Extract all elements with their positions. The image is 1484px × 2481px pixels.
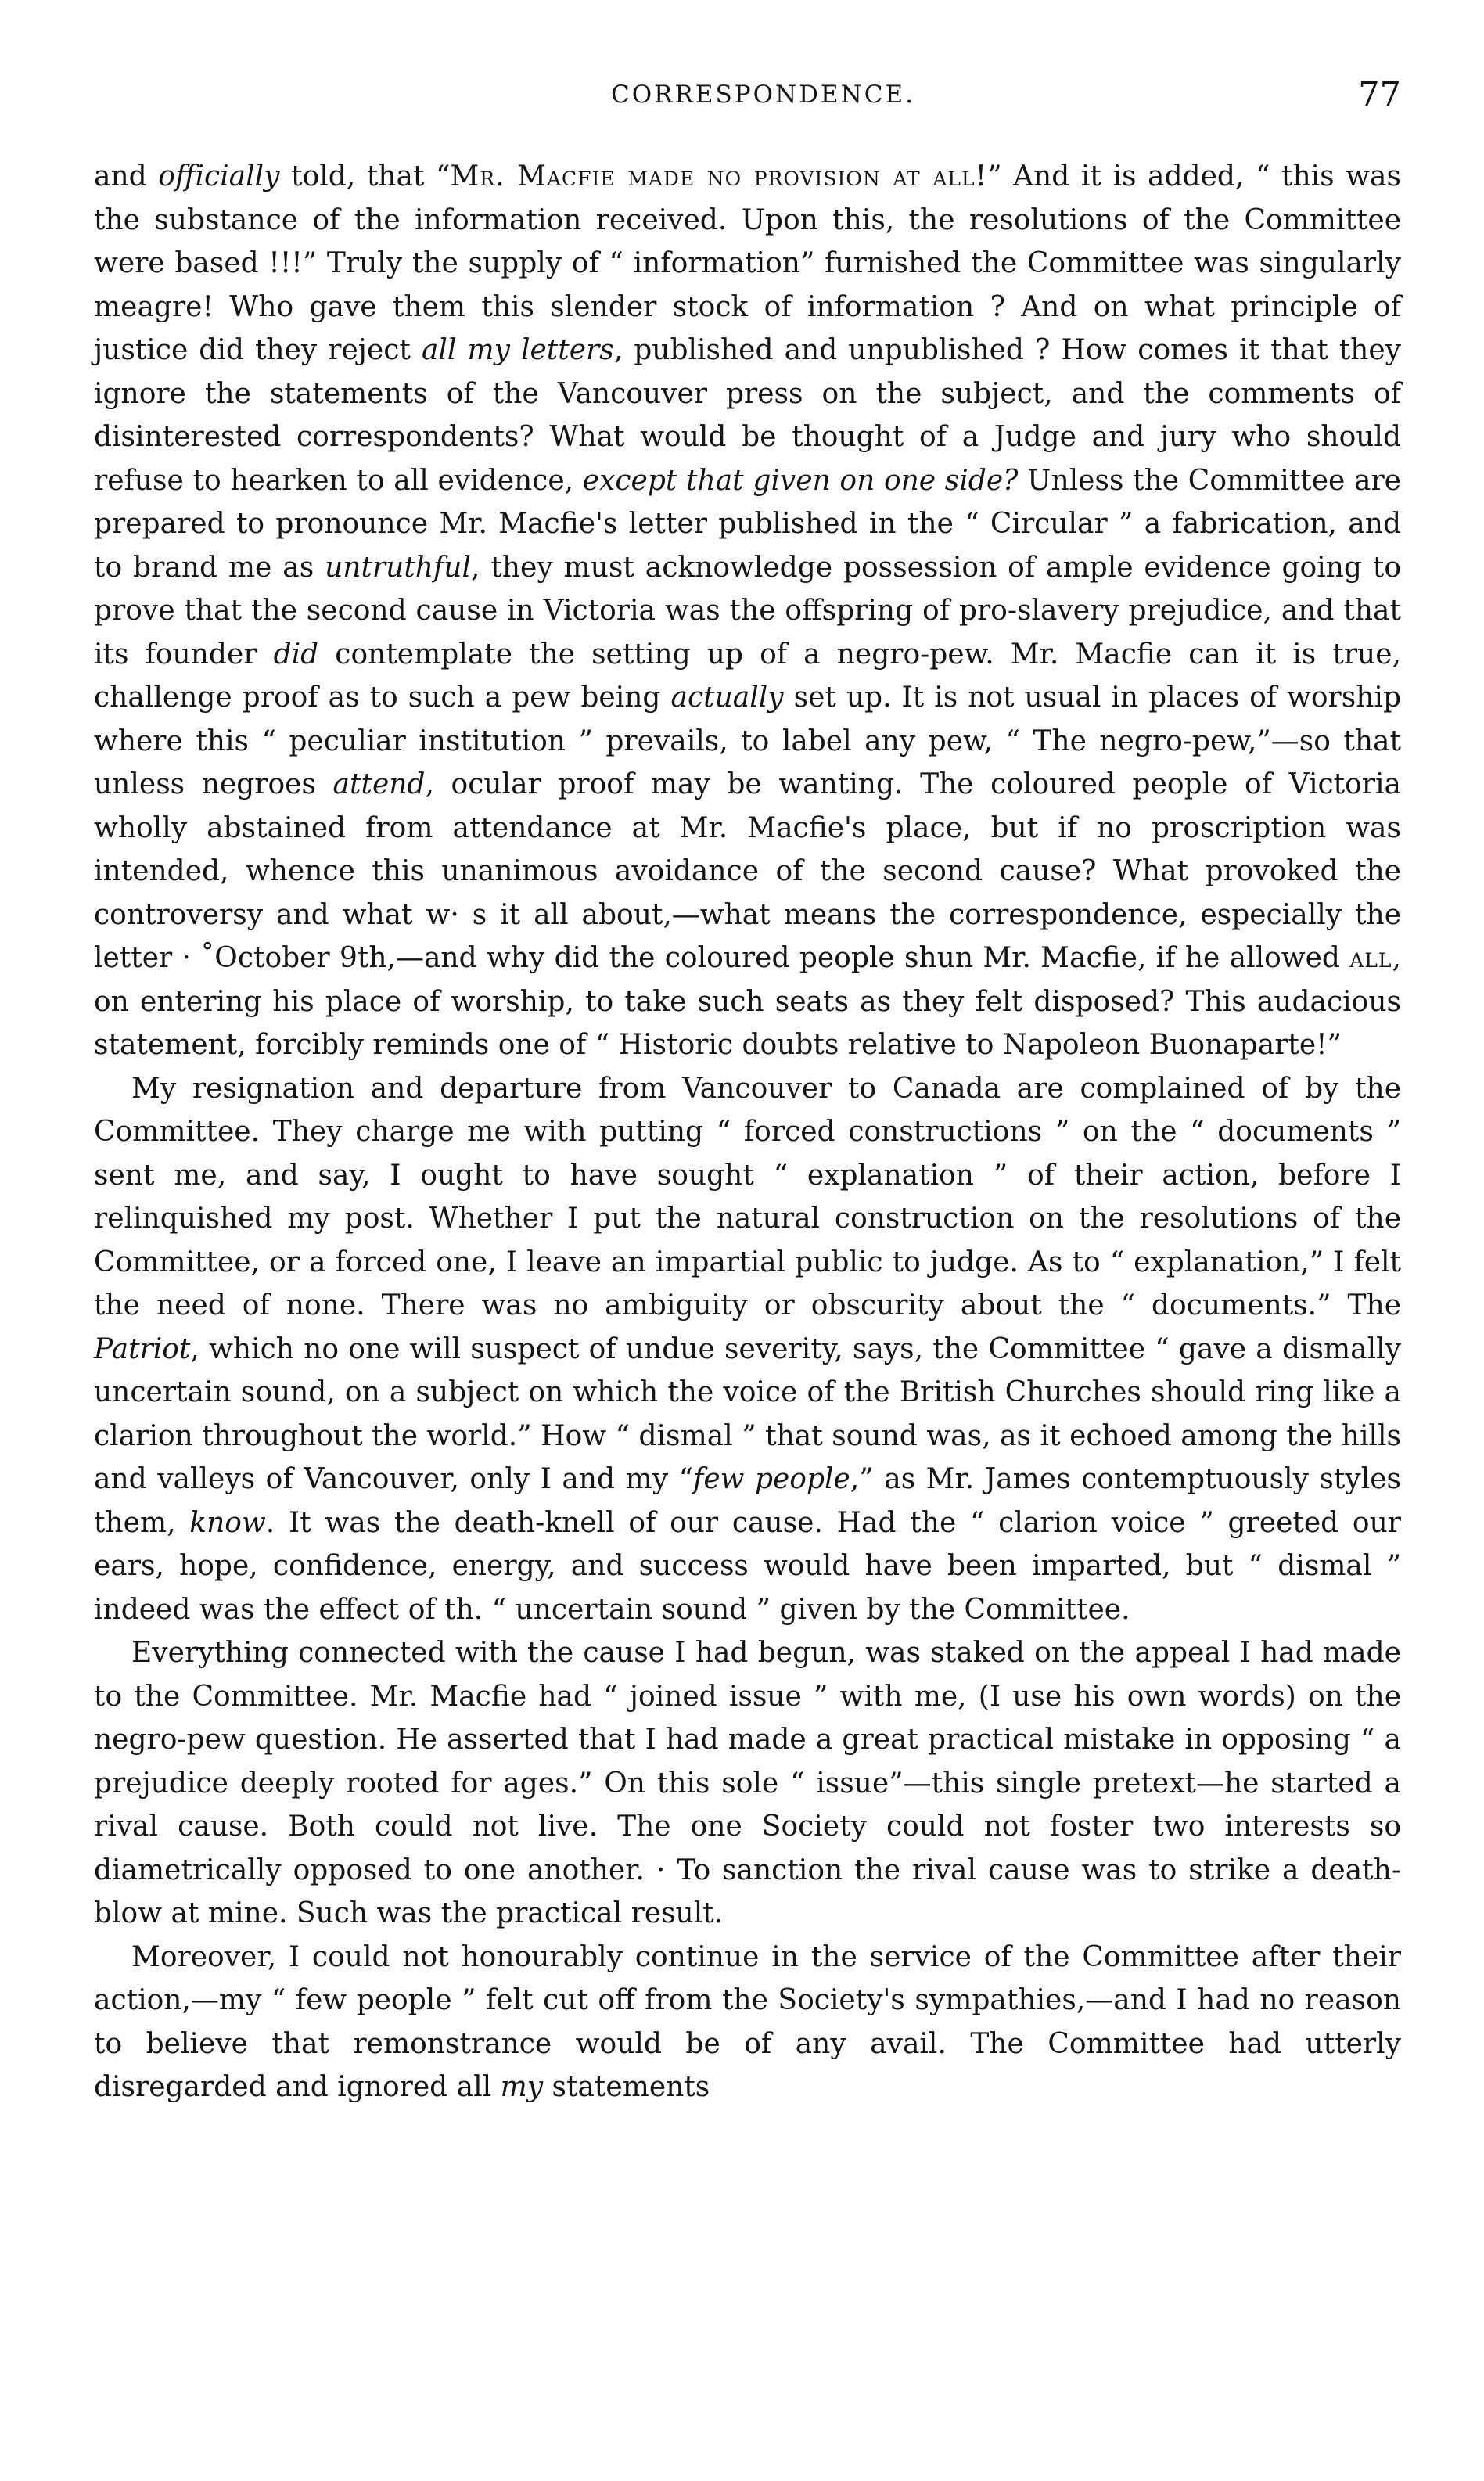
text-segment: . It was the death-knell of our cause. Had the “ clarion voice ” greeted our ears, hope, confidence, energy, and success would have been imparted, but “ dismal ” indeed was the effect of th. “ uncertain sound ” given by the Committee.: [94, 1506, 1402, 1626]
text-segment: Unless the Committee are prepared to pronounce Mr. Macfie's letter published in the “ Circular ” a fabrication, and to brand me as: [94, 464, 1401, 584]
paragraph-3: [94, 1631, 1401, 1936]
italic-text: actually: [670, 681, 784, 714]
italic-text: did: [273, 638, 319, 671]
italic-text: all my letters: [421, 334, 614, 366]
italic-text: untruthful: [325, 551, 472, 584]
running-title: CORRESPONDENCE.: [611, 81, 915, 109]
italic-text: officially: [158, 160, 280, 192]
small-caps-text: Mr. Macfie made no provision at all!: [450, 160, 988, 192]
text-segment: , they must acknowledge possession of ample evidence going to prove that the second cause in Victoria was the offspring of pro-slavery prejudice, and that its founder: [94, 551, 1401, 671]
paragraph-1: [94, 155, 1401, 1067]
italic-text: Patriot: [94, 1332, 191, 1365]
text-segment: set up. It is not usual in places of worship where this “ peculiar institution ” prevails, to label any pew, “ The negro-pew,”—so that unless negroes: [94, 681, 1401, 800]
italic-text: attend: [332, 768, 426, 800]
italic-text: except that given on one side?: [582, 464, 1019, 497]
paragraph-2: [94, 1067, 1401, 1632]
text-segment: and: [94, 160, 159, 192]
text-segment: , ocular proof may be wanting. The coloured people of Victoria wholly abstained from attendance at Mr. Macfie's place, but if no proscription was intended, whence this unanimous avoidance of the second cause? What provoked the controversy and what w· s it all about,—what means the correspondence, especially the letter · ˚October 9th,—and why did the coloured people shun Mr. Macfie, if he allowed: [94, 768, 1401, 974]
body-text: [94, 155, 1401, 2109]
page-header: [94, 67, 1401, 122]
text-segment: My resignation and departure from Vancouver to Canada are complained of by the Committee. They charge me with putting “ forced constructions ” on the “ documents ” sent me, and say, I ought to have sought “ explanation ” of their action, before I relinquished my post. Whether I put the natural construction on the resolutions of the Committee, or a forced one, I leave an impartial public to judge. As to “ explanation,” I felt the need of none. There was no ambiguity or obscurity about the “ documents.” The: [94, 1072, 1401, 1321]
text-segment: ” And it is added, “ this was the substance of the information received. Upon this, the resolutions of the Committee were based !!!” Truly the supply of “ information” furnished the Committee was singularly meagre! Who gave them this slender stock of information ? And on what principle of justice did they reject: [94, 160, 1401, 366]
text-segment: told, that “: [279, 160, 451, 192]
text-segment: Everything connected with the cause I had begun, was staked on the appeal I had made to the Committee. Mr. Macfie had “ joined issue ” with me, (I use his own words) on the negro-pew question. He asserted that I had made a great practical mistake in opposing “ a prejudice deeply rooted for ages.” On this sole “ issue”—this single pretext—he started a rival cause. Both could not live. The one Society could not foster two interests so diametrically opposed to one another. · To sanction the rival cause was to strike a death-blow at mine. Such was the practical result.: [94, 1637, 1401, 1929]
text-segment: Moreover, I could not honourably continue in the service of the Committee after their action,—my “ few people ” felt cut off from the Society's sympathies,—and I had no reason to believe that remonstrance would be of any avail. The Committee had utterly disregarded and ignored all: [94, 1940, 1401, 2103]
italic-text: know: [189, 1506, 266, 1539]
text-segment: statements: [543, 2071, 710, 2103]
text-segment: , published and unpublished ? How comes it that they ignore the statements of the Vancouver press on the subject, and the comments of disinterested correspondents? What would be thought of a Judge and jury who should refuse to hearken to all evidence,: [94, 334, 1402, 497]
paragraph-4: [94, 1936, 1401, 2109]
text-segment: contemplate the setting up of a negro-pew. Mr. Macfie can it is true, challenge proof as to such a pew being: [94, 638, 1401, 714]
page-number: 77: [1358, 75, 1401, 114]
italic-text: few people: [693, 1463, 850, 1495]
italic-text: my: [500, 2071, 544, 2103]
text-segment: , on entering his place of worship, to take such seats as they felt disposed? This audacious statement, forcibly reminds one of “ Historic doubts relative to Napoleon Buonaparte!”: [94, 942, 1401, 1061]
text-segment: , which no one will suspect of undue severity, says, the Committee “ gave a dismally uncertain sound, on a subject on which the voice of the British Churches should ring like a clarion throughout the world.” How “ dismal ” that sound was, as it echoed among the hills and valleys of Vancouver, only I and my “: [94, 1332, 1401, 1495]
small-caps-text: all: [1349, 942, 1392, 974]
text-segment: ,” as Mr. James contemptuously styles them,: [94, 1463, 1401, 1539]
